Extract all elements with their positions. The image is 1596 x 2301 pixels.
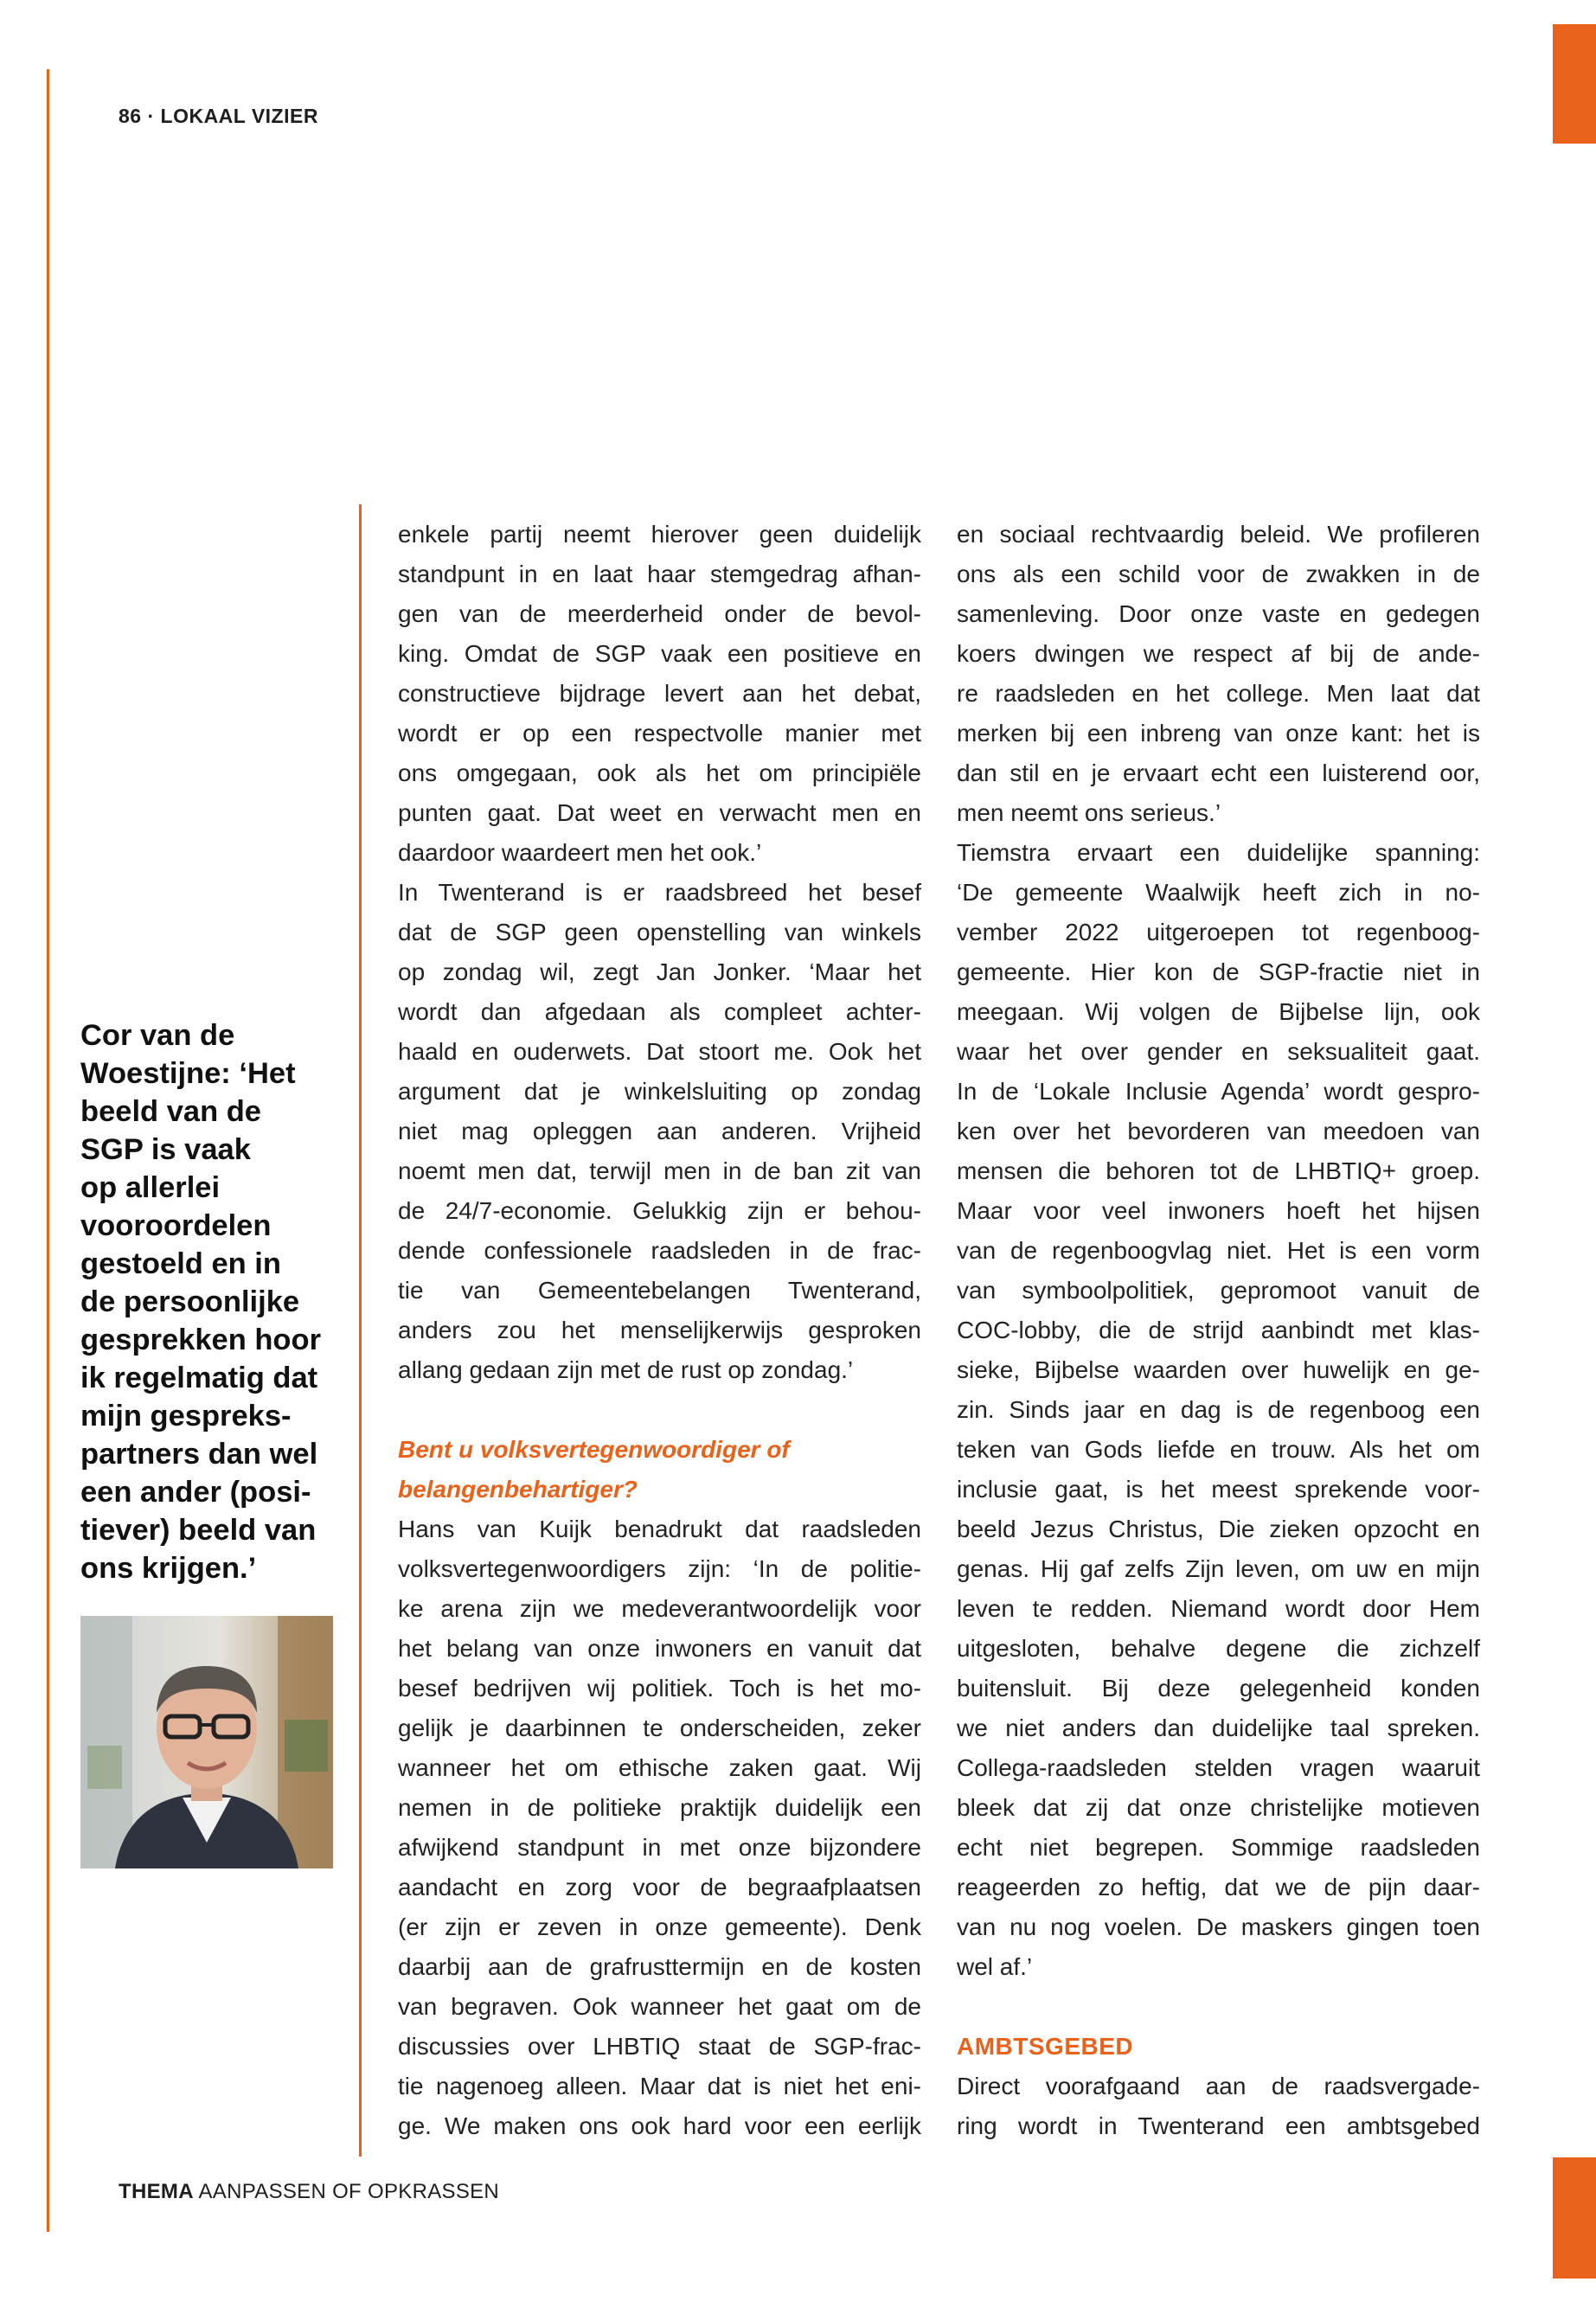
body-line: van begraven. Ook wanneer het gaat om de (398, 1993, 921, 2020)
body-line: dan stil en je ervaart echt een luisterend oor, (957, 760, 1480, 786)
pull-quote-line: vooroordelen (80, 1209, 272, 1242)
article-column-2 (957, 515, 1480, 2146)
body-line: men neemt ons serieus.’ (957, 799, 1221, 826)
body-line: wordt dan afgedaan als compleet achter- (398, 998, 921, 1025)
body-line: van nu nog voelen. De maskers gingen toen (957, 1913, 1480, 1940)
body-line: re raadsleden en het college. Men laat dat (957, 680, 1480, 707)
body-line: dende confessionele raadsleden in de frac- (398, 1237, 921, 1264)
page-folio: 86 · LOKAAL VIZIER (119, 105, 318, 127)
body-line: daardoor waardeert men het ook.’ (398, 839, 762, 866)
body-line: tie nagenoeg alleen. Maar dat is niet het eni- (398, 2073, 921, 2099)
body-line: ons omgegaan, ook als het om principiële (398, 760, 921, 786)
body-line: bleek dat zij dat onze christelijke motieven (957, 1794, 1480, 1821)
pull-quote-line: op allerlei (80, 1171, 221, 1204)
body-line: dat de SGP geen openstelling van winkels (398, 919, 921, 945)
body-line: (er zijn er zeven in onze gemeente). Denk (398, 1913, 921, 1940)
body-line: ons als een schild voor de zwakken in de (957, 561, 1480, 587)
body-line: gen van de meerderheid onder de bevol- (398, 600, 921, 627)
margin-rule (47, 69, 49, 2232)
pull-quote (80, 1016, 344, 1587)
body-line: wel af.’ (957, 1953, 1033, 1980)
body-line: meegaan. Wij volgen de Bijbelse lijn, ook (957, 998, 1480, 1025)
pull-quote-line: Cor van de (80, 1019, 235, 1052)
pull-quote-line: gesprekken hoor (80, 1324, 322, 1356)
body-line: Maar voor veel inwoners hoeft het hijsen (957, 1197, 1480, 1224)
body-line: wordt er op een respectvolle manier met (398, 720, 921, 747)
body-line: In Twenterand is er raadsbreed het besef (398, 879, 921, 906)
body-line: Collega-raadsleden stelden vragen waaruit (957, 1754, 1480, 1781)
body-line: mensen die behoren tot de LHBTIQ+ groep. (957, 1157, 1480, 1184)
body-line: reageerden zo heftig, dat we de pijn daar- (957, 1874, 1480, 1900)
pull-quote-line: ik regelmatig dat (80, 1362, 318, 1394)
body-line: noemt men dat, terwijl men in de ban zit van (398, 1157, 921, 1184)
body-line: ke arena zijn we medeverantwoordelijk voor (398, 1595, 921, 1622)
body-line: de 24/7-economie. Gelukkig zijn er behou- (398, 1197, 921, 1224)
body-line: COC-lobby, die de strijd aanbindt met klas- (957, 1317, 1480, 1343)
body-line: Hans van Kuijk benadrukt dat raadsleden (398, 1516, 921, 1542)
body-line: anders zou het menselijkerwijs gesproken (398, 1317, 921, 1343)
footer-title: AANPASSEN OF OPKRASSEN (198, 2180, 500, 2203)
body-line: ken over het bevorderen van meedoen van (957, 1118, 1480, 1144)
body-line: zin. Sinds jaar en dag is de regenboog een (957, 1396, 1480, 1423)
body-line: niet mag opleggen aan anderen. Vrijheid (398, 1118, 921, 1144)
pull-quote-line: de persoonlijke (80, 1285, 300, 1318)
pull-quote-line: ons krijgen.’ (80, 1552, 257, 1585)
body-line: ‘De gemeente Waalwijk heeft zich in no- (957, 879, 1480, 906)
subhead-question: Bent u volksvertegenwoordiger of (398, 1436, 790, 1463)
body-line: teken van Gods liefde en trouw. Als het om (957, 1436, 1480, 1463)
pull-quote-line: SGP is vaak (80, 1133, 251, 1166)
body-line: het belang van onze inwoners en vanuit dat (398, 1635, 921, 1662)
body-line: king. Omdat de SGP vaak een positieve en (398, 640, 921, 667)
body-line: beeld Jezus Christus, Die zieken opzocht en (957, 1516, 1480, 1542)
page-footer (119, 2180, 499, 2204)
body-line: inclusie gaat, is het meest sprekende voor- (957, 1476, 1480, 1503)
body-line: discussies over LHBTIQ staat de SGP-frac- (398, 2033, 921, 2060)
body-line: argument dat je winkelsluiting op zondag (398, 1078, 921, 1105)
body-line: merken bij een inbreng van onze kant: het is (957, 720, 1480, 747)
pull-quote-line: gestoeld en in (80, 1247, 281, 1280)
body-line: volksvertegenwoordigers zijn: ‘In de politie- (398, 1555, 921, 1582)
body-line: ring wordt in Twenterand een ambtsgebed (957, 2112, 1480, 2139)
body-line: sieke, Bijbelse waarden over huwelijk en ge- (957, 1356, 1480, 1383)
subhead-question: belangenbehartiger? (398, 1476, 638, 1503)
body-line: haald en ouderwets. Dat stoort me. Ook het (398, 1038, 921, 1065)
body-line: Tiemstra ervaart een duidelijke spanning: (957, 839, 1480, 866)
body-line: ge. We maken ons ook hard voor een eerlijk (398, 2112, 921, 2139)
section-heading: AMBTSGEBED (957, 2033, 1134, 2060)
body-line: vember 2022 uitgeroepen tot regenboog- (957, 919, 1480, 945)
body-line: van de regenboogvlag niet. Het is een vorm (957, 1237, 1480, 1264)
body-line: daarbij aan de grafrusttermijn en de kosten (398, 1953, 921, 1980)
footer-theme: THEMA (119, 2180, 194, 2203)
body-line: buitensluit. Bij deze gelegenheid konden (957, 1675, 1480, 1702)
body-line: Direct voorafgaand aan de raadsvergade- (957, 2073, 1480, 2099)
body-line: enkele partij neemt hierover geen duidelijk (398, 521, 921, 548)
body-line: wanneer het om ethische zaken gaat. Wij (398, 1754, 921, 1781)
body-line: gelijk je daarbinnen te onderscheiden, zeker (398, 1715, 921, 1741)
body-line: afwijkend standpunt in met onze bijzondere (398, 1834, 921, 1861)
body-line: nemen in de politieke praktijk duidelijk een (398, 1794, 921, 1821)
pull-quote-line: partners dan wel (80, 1438, 318, 1471)
body-line: uitgesloten, behalve degene die zichzelf (957, 1635, 1480, 1662)
body-line: tie van Gemeentebelangen Twenterand, (398, 1277, 921, 1304)
body-line: en sociaal rechtvaardig beleid. We profileren (957, 521, 1480, 548)
pull-quote-line: mijn gespreks- (80, 1400, 292, 1433)
body-line: constructieve bijdrage levert aan het debat, (398, 680, 921, 707)
body-line: we niet anders dan duidelijke taal spreken. (957, 1715, 1480, 1741)
body-line: allang gedaan zijn met de rust op zondag.’ (398, 1356, 854, 1383)
pull-quote-line: Woestijne: ‘Het (80, 1057, 296, 1090)
paragraph-gap (398, 1390, 921, 1430)
body-line: gemeente. Hier kon de SGP-fractie niet in (957, 958, 1480, 985)
article-column-1 (398, 515, 921, 2146)
body-line: van symboolpolitiek, gepromoot vanuit de (957, 1277, 1480, 1304)
pull-quote-line: tiever) beeld van (80, 1514, 317, 1547)
body-line: punten gaat. Dat weet en verwacht men en (398, 799, 921, 826)
body-line: op zondag wil, zegt Jan Jonker. ‘Maar het (398, 958, 921, 985)
body-line: samenleving. Door onze vaste en gedegen (957, 600, 1480, 627)
body-line: echt niet begrepen. Sommige raadsleden (957, 1834, 1480, 1861)
body-line: koers dwingen we respect af bij de ande- (957, 640, 1480, 667)
pull-quote-line: een ander (posi- (80, 1476, 311, 1509)
column-rule (359, 504, 362, 2157)
pull-quote-line: beeld van de (80, 1095, 261, 1128)
body-line: aandacht en zorg voor de begraafplaatsen (398, 1874, 921, 1900)
body-line: besef bedrijven wij politiek. Toch is het mo- (398, 1675, 921, 1702)
body-line: leven te redden. Niemand wordt door Hem (957, 1595, 1480, 1622)
paragraph-gap (957, 1987, 1480, 2027)
body-line: waar het over gender en seksualiteit gaat. (957, 1038, 1480, 1065)
body-line: In de ‘Lokale Inclusie Agenda’ wordt gespro- (957, 1078, 1480, 1105)
portrait-photo (80, 1616, 333, 1868)
page-tab-top (1553, 24, 1596, 144)
page-tab-bottom (1553, 2157, 1596, 2279)
body-line: genas. Hij gaf zelfs Zijn leven, om uw en mijn (957, 1555, 1480, 1582)
body-line: standpunt in en laat haar stemgedrag afhan- (398, 561, 921, 587)
